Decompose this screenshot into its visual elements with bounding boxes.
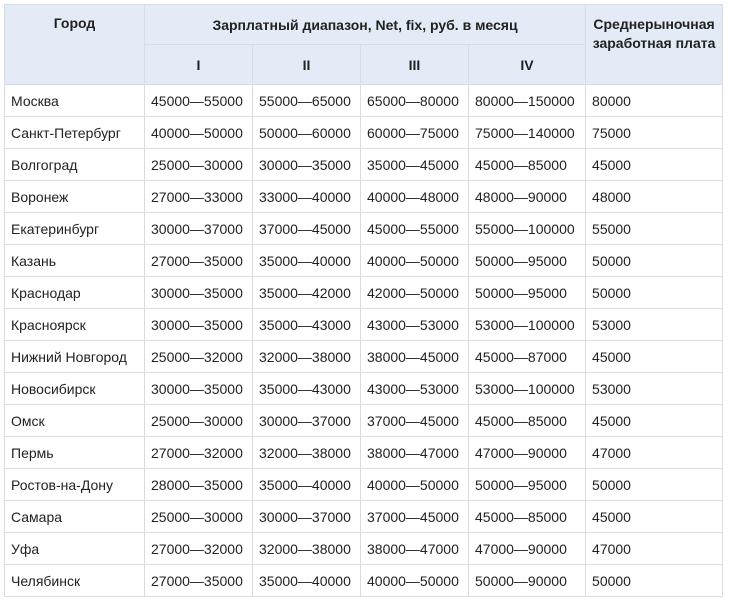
cell-city: Уфа [5, 533, 145, 565]
cell-average: 80000 [586, 85, 723, 117]
cell-level-2: 35000—42000 [253, 277, 361, 309]
cell-average: 75000 [586, 117, 723, 149]
salary-table-container [4, 4, 722, 597]
cell-level-2: 30000—37000 [253, 501, 361, 533]
table-row [5, 245, 723, 277]
table-body [5, 85, 723, 597]
cell-level-1: 27000—35000 [145, 245, 253, 277]
cell-average: 50000 [586, 245, 723, 277]
table-row [5, 565, 723, 597]
cell-level-4: 45000—85000 [469, 149, 586, 181]
cell-level-3: 38000—47000 [361, 437, 469, 469]
cell-level-3: 38000—47000 [361, 533, 469, 565]
table-row [5, 341, 723, 373]
table-row [5, 85, 723, 117]
cell-level-2: 35000—40000 [253, 245, 361, 277]
table-row [5, 181, 723, 213]
cell-level-1: 25000—32000 [145, 341, 253, 373]
cell-city: Самара [5, 501, 145, 533]
cell-level-4: 47000—90000 [469, 533, 586, 565]
cell-level-1: 27000—32000 [145, 533, 253, 565]
cell-city: Волгоград [5, 149, 145, 181]
cell-level-4: 45000—85000 [469, 405, 586, 437]
cell-city: Нижний Новгород [5, 341, 145, 373]
cell-level-2: 37000—45000 [253, 213, 361, 245]
cell-average: 50000 [586, 469, 723, 501]
cell-level-3: 35000—45000 [361, 149, 469, 181]
cell-average: 45000 [586, 149, 723, 181]
cell-level-3: 37000—45000 [361, 501, 469, 533]
cell-level-1: 45000—55000 [145, 85, 253, 117]
cell-level-3: 37000—45000 [361, 405, 469, 437]
cell-level-1: 25000—30000 [145, 501, 253, 533]
cell-level-4: 50000—95000 [469, 469, 586, 501]
cell-level-4: 50000—95000 [469, 277, 586, 309]
cell-level-4: 53000—100000 [469, 373, 586, 405]
table-row [5, 309, 723, 341]
header-level-1: I [145, 45, 253, 85]
cell-level-4: 45000—87000 [469, 341, 586, 373]
header-level-4: IV [469, 45, 586, 85]
cell-level-1: 30000—35000 [145, 277, 253, 309]
cell-level-3: 40000—50000 [361, 565, 469, 597]
cell-city: Санкт-Петербург [5, 117, 145, 149]
cell-level-4: 53000—100000 [469, 309, 586, 341]
cell-level-2: 32000—38000 [253, 533, 361, 565]
cell-level-2: 32000—38000 [253, 341, 361, 373]
cell-level-3: 65000—80000 [361, 85, 469, 117]
header-average-salary: Среднерыночная заработная плата [586, 5, 723, 85]
cell-average: 50000 [586, 277, 723, 309]
table-header [5, 5, 723, 85]
cell-level-2: 35000—43000 [253, 309, 361, 341]
cell-level-3: 42000—50000 [361, 277, 469, 309]
cell-level-4: 50000—95000 [469, 245, 586, 277]
cell-level-4: 45000—85000 [469, 501, 586, 533]
table-row [5, 469, 723, 501]
cell-city: Пермь [5, 437, 145, 469]
cell-average: 53000 [586, 309, 723, 341]
cell-level-1: 25000—30000 [145, 405, 253, 437]
header-level-2: II [253, 45, 361, 85]
cell-level-3: 40000—50000 [361, 245, 469, 277]
cell-city: Воронеж [5, 181, 145, 213]
cell-average: 45000 [586, 341, 723, 373]
table-row [5, 117, 723, 149]
cell-average: 47000 [586, 533, 723, 565]
table-row [5, 213, 723, 245]
cell-level-2: 30000—37000 [253, 405, 361, 437]
header-salary-range: Зарплатный диапазон, Net, fix, руб. в месяц [145, 5, 586, 45]
cell-level-2: 30000—35000 [253, 149, 361, 181]
salary-table [4, 4, 723, 597]
cell-average: 48000 [586, 181, 723, 213]
table-row [5, 533, 723, 565]
cell-level-1: 28000—35000 [145, 469, 253, 501]
cell-city: Краснодар [5, 277, 145, 309]
cell-city: Екатеринбург [5, 213, 145, 245]
cell-city: Омск [5, 405, 145, 437]
cell-average: 47000 [586, 437, 723, 469]
cell-level-4: 48000—90000 [469, 181, 586, 213]
cell-level-2: 35000—43000 [253, 373, 361, 405]
cell-average: 45000 [586, 501, 723, 533]
cell-level-2: 50000—60000 [253, 117, 361, 149]
cell-level-1: 40000—50000 [145, 117, 253, 149]
cell-city: Казань [5, 245, 145, 277]
table-row [5, 501, 723, 533]
table-row [5, 373, 723, 405]
cell-level-4: 50000—90000 [469, 565, 586, 597]
cell-level-2: 32000—38000 [253, 437, 361, 469]
cell-level-1: 25000—30000 [145, 149, 253, 181]
cell-level-3: 38000—45000 [361, 341, 469, 373]
cell-average: 45000 [586, 405, 723, 437]
cell-level-1: 30000—35000 [145, 373, 253, 405]
cell-city: Челябинск [5, 565, 145, 597]
cell-level-2: 33000—40000 [253, 181, 361, 213]
cell-level-4: 47000—90000 [469, 437, 586, 469]
table-row [5, 437, 723, 469]
cell-average: 53000 [586, 373, 723, 405]
cell-level-3: 40000—50000 [361, 469, 469, 501]
cell-level-1: 30000—37000 [145, 213, 253, 245]
cell-city: Москва [5, 85, 145, 117]
cell-level-1: 27000—33000 [145, 181, 253, 213]
cell-level-4: 75000—140000 [469, 117, 586, 149]
cell-level-4: 80000—150000 [469, 85, 586, 117]
table-row [5, 277, 723, 309]
header-level-3: III [361, 45, 469, 85]
cell-level-3: 45000—55000 [361, 213, 469, 245]
cell-level-2: 55000—65000 [253, 85, 361, 117]
table-row [5, 405, 723, 437]
header-city: Город [5, 5, 145, 85]
cell-level-1: 30000—35000 [145, 309, 253, 341]
cell-level-1: 27000—32000 [145, 437, 253, 469]
cell-average: 55000 [586, 213, 723, 245]
cell-level-2: 35000—40000 [253, 469, 361, 501]
cell-city: Новосибирск [5, 373, 145, 405]
cell-city: Красноярск [5, 309, 145, 341]
cell-level-4: 55000—100000 [469, 213, 586, 245]
cell-city: Ростов-на-Дону [5, 469, 145, 501]
cell-level-3: 43000—53000 [361, 309, 469, 341]
table-row [5, 149, 723, 181]
cell-average: 50000 [586, 565, 723, 597]
cell-level-3: 40000—48000 [361, 181, 469, 213]
cell-level-3: 43000—53000 [361, 373, 469, 405]
cell-level-2: 35000—40000 [253, 565, 361, 597]
cell-level-3: 60000—75000 [361, 117, 469, 149]
cell-level-1: 27000—35000 [145, 565, 253, 597]
